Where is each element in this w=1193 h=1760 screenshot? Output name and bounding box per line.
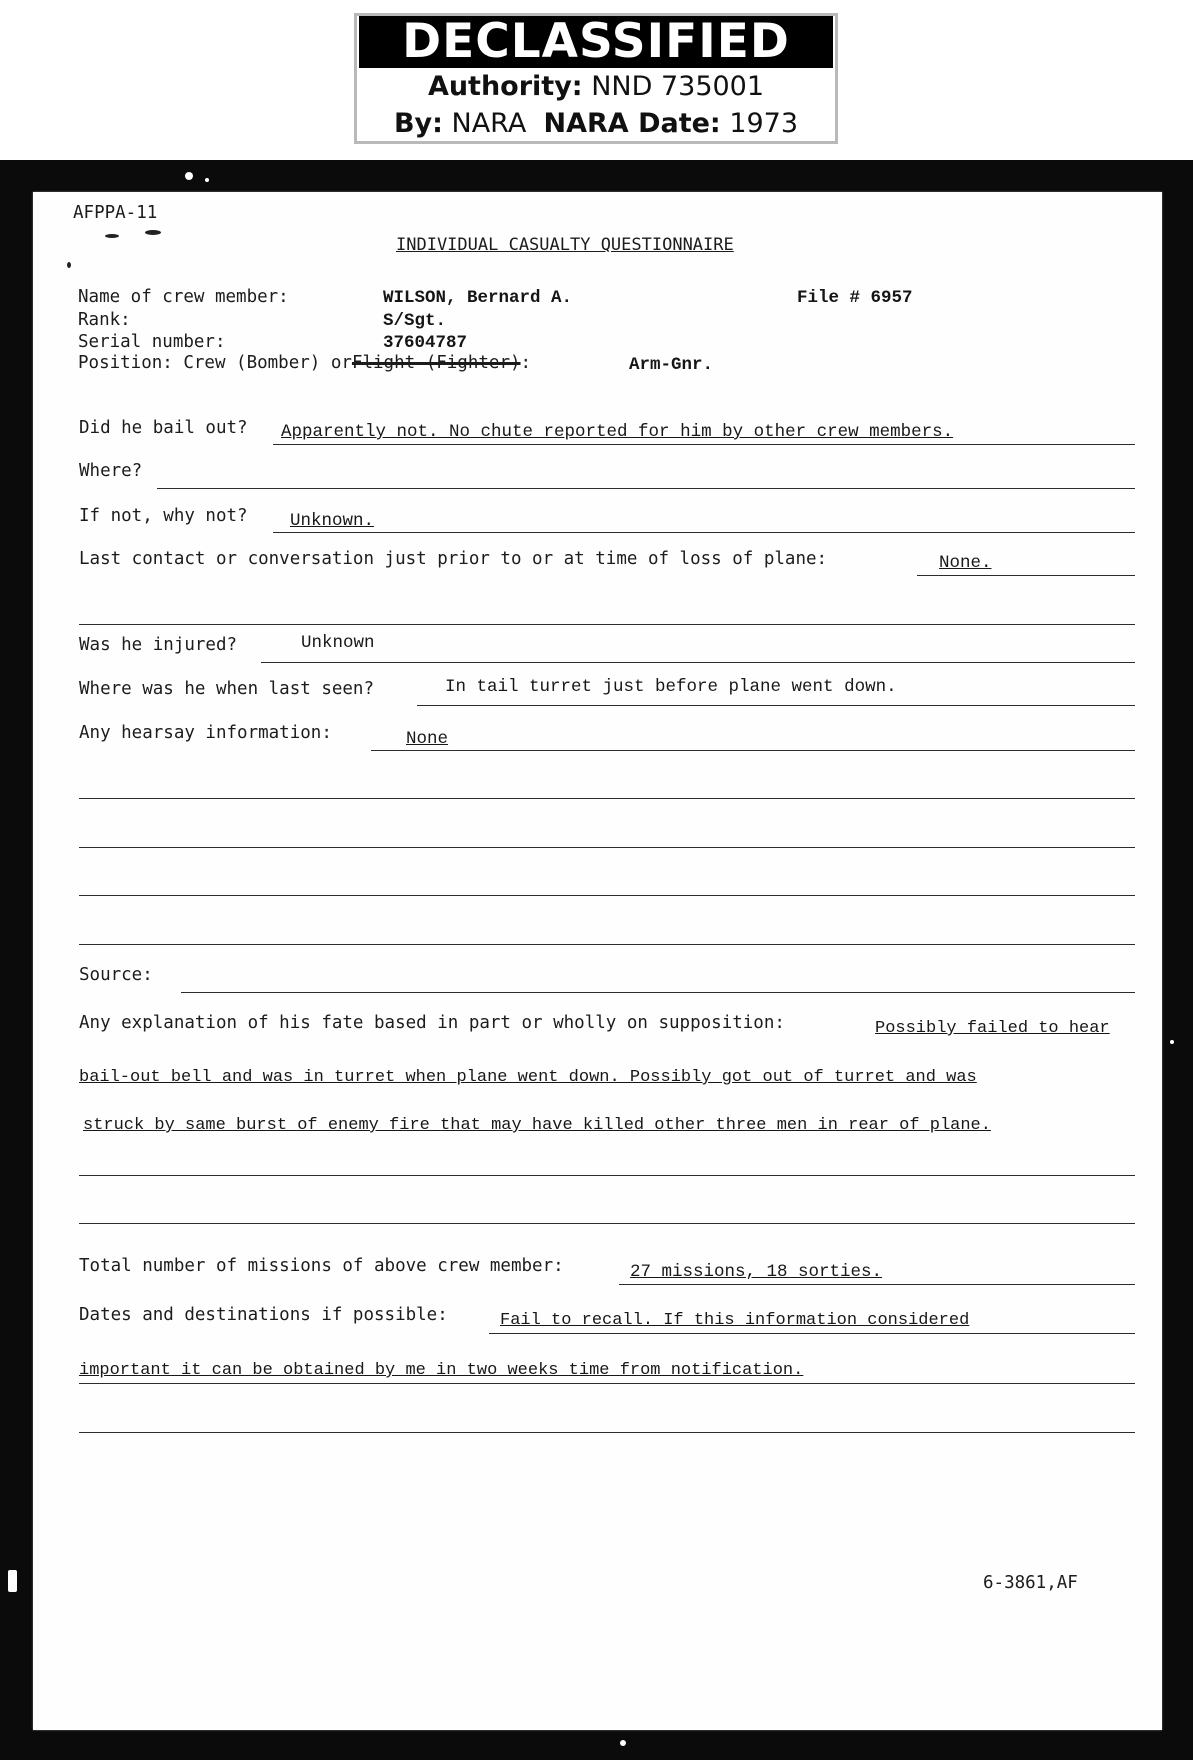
answer-line: [79, 624, 1135, 625]
answer-line: [79, 895, 1135, 896]
rank-label: Rank:: [78, 310, 131, 330]
answer-line: [79, 1383, 1135, 1384]
hearsay-label: Any hearsay information:: [79, 723, 332, 743]
answer-line: [489, 1333, 1135, 1334]
answer-line: [417, 705, 1135, 706]
seen-value: In tail turret just before plane went down.: [445, 677, 897, 697]
answer-line: [79, 1175, 1135, 1176]
questionnaire-sheet: [33, 192, 1162, 1730]
stamp-by-label: By:: [393, 108, 443, 139]
answer-line: [261, 662, 1135, 663]
answer-line: [79, 944, 1135, 945]
ink-mark: [145, 230, 161, 235]
seen-label: Where was he when last seen?: [79, 679, 375, 699]
rank-value: S/Sgt.: [383, 311, 447, 331]
position-colon: :: [520, 353, 532, 373]
footer-code: 6-3861,AF: [983, 1573, 1078, 1593]
answer-line: [79, 1432, 1135, 1433]
serial-label: Serial number:: [78, 332, 226, 352]
answer-line: [273, 532, 1135, 533]
answer-line: [619, 1284, 1135, 1285]
contact-label: Last contact or conversation just prior to or at time of loss of plane:: [79, 549, 828, 569]
stamp-authority-value: NND 735001: [591, 71, 765, 102]
answer-line: [79, 1223, 1135, 1224]
missions-label: Total number of missions of above crew member:: [79, 1256, 564, 1276]
bail-value: Apparently not. No chute reported for him by other crew members.: [281, 422, 954, 442]
serial-value: 37604787: [383, 333, 468, 353]
injured-value: Unknown: [301, 633, 375, 653]
contact-value: None.: [939, 553, 992, 573]
stamp-heading: DECLASSIFIED: [359, 16, 833, 68]
position-label: [78, 352, 531, 374]
answer-line: [79, 847, 1135, 848]
answer-line: [273, 444, 1135, 445]
why-value: Unknown.: [290, 511, 375, 531]
missions-value: 27 missions, 18 sorties.: [630, 1262, 883, 1282]
stamp-date-value: 1973: [729, 108, 799, 139]
stamp-authority-label: Authority:: [427, 71, 583, 102]
hearsay-value: None: [406, 729, 449, 749]
ink-mark: [67, 262, 71, 268]
stamp-authority: [357, 68, 835, 105]
file-number: File # 6957: [797, 288, 913, 308]
dates-value-1: Fail to recall. If this information considered: [500, 1311, 970, 1330]
answer-line: [371, 750, 1135, 751]
answer-line: [157, 488, 1135, 489]
declassified-stamp: [354, 13, 838, 144]
dates-label: Dates and destinations if possible:: [79, 1305, 448, 1325]
bail-label: Did he bail out?: [79, 418, 248, 438]
explanation-line-1: Possibly failed to hear: [875, 1019, 1110, 1038]
name-label: Name of crew member:: [78, 287, 289, 307]
ink-mark: [105, 234, 119, 238]
stamp-by-value: NARA: [451, 108, 527, 139]
name-value: WILSON, Bernard A.: [383, 288, 573, 308]
answer-line: [79, 798, 1135, 799]
injured-label: Was he injured?: [79, 635, 238, 655]
form-number: AFPPA-11: [73, 203, 158, 223]
position-value: Arm-Gnr.: [629, 355, 714, 375]
stamp-by: [357, 105, 835, 142]
position-struck-text: Flight (Fighter): [351, 353, 521, 373]
explanation-line-3: struck by same burst of enemy fire that may have killed other three men in rear of plane.: [83, 1116, 991, 1135]
why-label: If not, why not?: [79, 506, 248, 526]
form-title: INDIVIDUAL CASUALTY QUESTIONNAIRE: [396, 235, 734, 255]
explanation-label: Any explanation of his fate based in part or wholly on supposition:: [79, 1013, 785, 1033]
where-label: Where?: [79, 461, 143, 481]
answer-line: [917, 575, 1135, 576]
stamp-date-label: NARA Date:: [543, 108, 721, 139]
dates-value-2: important it can be obtained by me in two weeks time from notification.: [79, 1361, 804, 1380]
answer-line: [181, 992, 1135, 993]
source-label: Source:: [79, 965, 153, 985]
position-label-text: Position: Crew (Bomber) or: [78, 353, 352, 373]
explanation-line-2: bail-out bell and was in turret when plane went down. Possibly got out of turret and was: [79, 1068, 977, 1087]
